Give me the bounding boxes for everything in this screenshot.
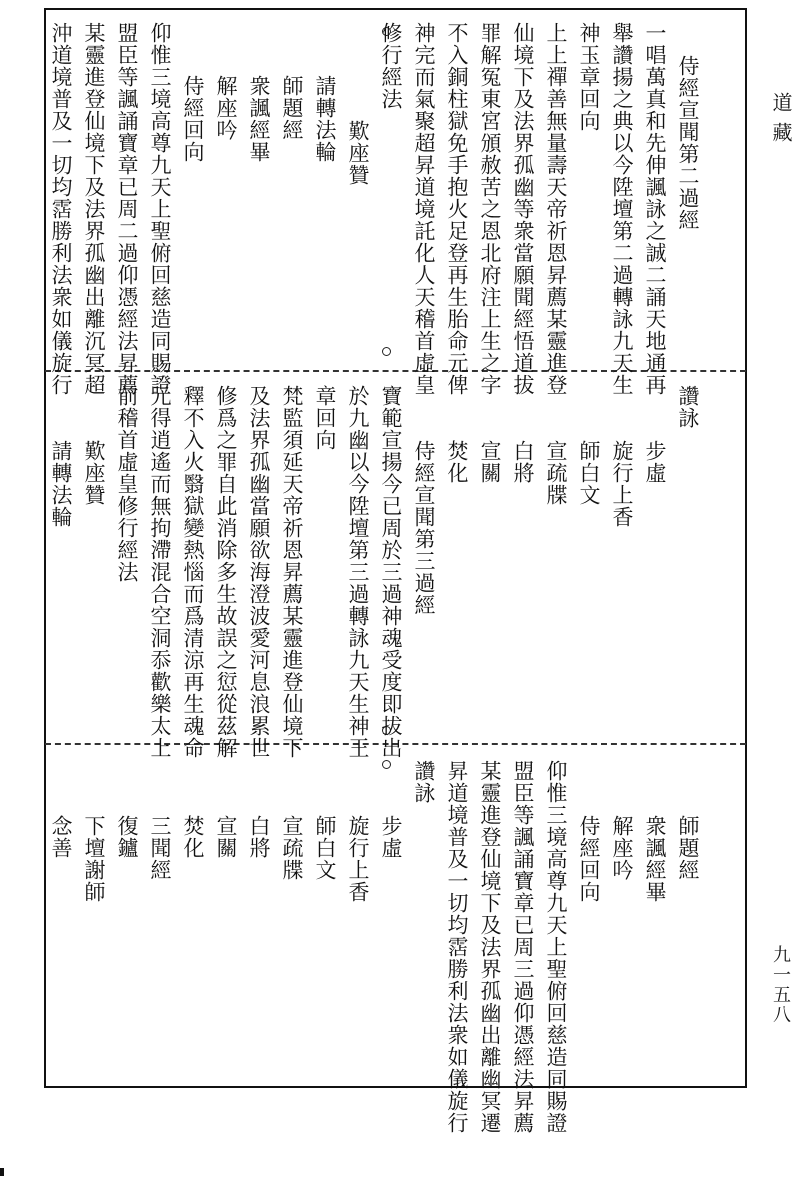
- text-column: 及法界孤幽當願欲海澄波愛河息浪累世: [247, 385, 271, 759]
- text-column: 不入銅柱獄免手抱火足登再生胎命元俾: [445, 22, 469, 396]
- text-column: 讚詠: [412, 760, 436, 804]
- text-column: 盟臣等諷誦寶章已周三過仰憑經法昇薦: [511, 760, 535, 1134]
- text-column: 修爲之罪自此消除多生故誤之愆從茲解: [214, 385, 238, 759]
- text-column: 讚詠: [676, 385, 700, 429]
- text-column: 步虛: [643, 440, 667, 484]
- text-column: 三聞經: [148, 815, 172, 881]
- text-column: 神完而氣聚超昇道境託化人天稽首虛皇: [412, 22, 436, 396]
- text-column: 上上禪善無量壽天帝祈恩昇薦某靈進登: [544, 22, 568, 396]
- text-column: 寶範宣揚今已周於三過神魂受度即拔出: [379, 385, 403, 759]
- text-column: 衆諷經畢: [247, 75, 271, 163]
- text-column: 旋行上香: [610, 440, 634, 528]
- text-column: 梵監須延天帝祈恩昇薦某靈進登仙境下: [280, 385, 304, 759]
- text-column: 神玉章回向: [577, 22, 601, 132]
- text-column: 歎座贊: [346, 120, 370, 186]
- text-column: 下壇謝師: [82, 815, 106, 903]
- text-column: 仰惟三境高尊九天上聖俯回慈造同賜證: [544, 760, 568, 1134]
- text-column: 焚化: [181, 815, 205, 859]
- margin-title: 道藏: [769, 92, 793, 152]
- text-column: 某靈進登仙境下及法界孤幽出離沉冥超: [82, 22, 106, 396]
- text-column: 仰惟三境高尊九天上聖俯回慈造同賜證: [148, 22, 172, 396]
- text-column: 侍經回向: [577, 815, 601, 903]
- text-column: 某靈進登仙境下及法界孤幽出離幽冥遷: [478, 760, 502, 1134]
- text-column: 昇道境普及一切均霑勝利法衆如儀旋行: [445, 760, 469, 1134]
- text-column: 復鑪: [115, 815, 139, 859]
- text-column: 念善: [49, 815, 73, 859]
- text-column: 侍經宣聞第三過經: [412, 440, 436, 616]
- text-column: 白將: [511, 440, 535, 484]
- circle-mark: [382, 347, 391, 356]
- text-column: 宣關: [478, 440, 502, 484]
- text-column: 宣疏牒: [280, 815, 304, 881]
- text-column: 侍經宣聞第二過經: [676, 55, 700, 231]
- text-column: 師題經: [280, 75, 304, 141]
- text-column: 衆諷經畢: [643, 815, 667, 903]
- text-column: 請轉法輪: [313, 75, 337, 163]
- text-column: 解座吟: [610, 815, 634, 881]
- text-column: 盟臣等諷誦寶章已周二過仰憑經法昇薦: [115, 22, 139, 396]
- text-column: 修行經法: [379, 22, 403, 110]
- margin-page-number: 九一五八: [770, 945, 791, 1025]
- text-column: 焚化: [445, 440, 469, 484]
- text-column: 於九幽以今陞壇第三過轉詠九天生神王: [346, 385, 370, 759]
- text-column: 侍經回向: [181, 75, 205, 163]
- text-column: 師白文: [577, 440, 601, 506]
- text-column: 師題經: [676, 815, 700, 881]
- text-column: 沖道境普及一切均霑勝利法衆如儀旋行: [49, 22, 73, 396]
- text-column: 旋行上香: [346, 815, 370, 903]
- text-column: 元得逍遙而無拘滯混合空洞忝歡樂太上: [148, 385, 172, 759]
- text-column: 白將: [247, 815, 271, 859]
- text-column: 罪解冤東宮頒赦苦之恩北府注上生之字: [478, 22, 502, 396]
- text-column: 步虛: [379, 815, 403, 859]
- text-column: 仙境下及法界孤幽等衆當願聞經悟道拔: [511, 22, 535, 396]
- text-column: 前稽首虛皇修行經法: [115, 385, 139, 583]
- text-column: 舉讚揚之典以今陞壇第二過轉詠九天生: [610, 22, 634, 396]
- circle-mark: [382, 760, 391, 769]
- text-column: 師白文: [313, 815, 337, 881]
- text-column: 解座吟: [214, 75, 238, 141]
- text-column: 請轉法輪: [49, 440, 73, 528]
- text-column: 宣關: [214, 815, 238, 859]
- text-column: 宣疏牒: [544, 440, 568, 506]
- edge-mark: [0, 1168, 4, 1176]
- text-column: 一唱萬真和先伸諷詠之誠二誦天地通再: [643, 22, 667, 396]
- text-column: 釋不入火翳獄變熱惱而爲清涼再生魂命: [181, 385, 205, 759]
- text-column: 歎座贊: [82, 440, 106, 506]
- text-column: 章回向: [313, 385, 337, 451]
